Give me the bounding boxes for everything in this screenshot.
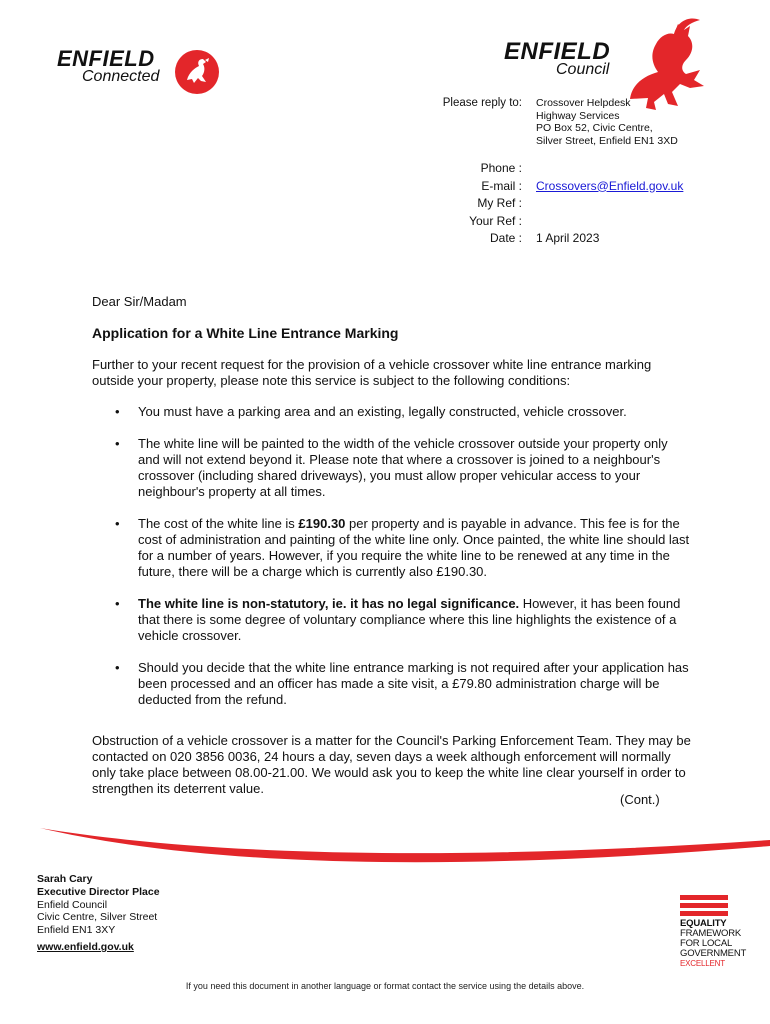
logo-connected-word: ENFIELD [57, 46, 155, 71]
your-ref-value [536, 213, 683, 231]
condition-text: per property and is payable in advance. This fee is for the cost of administration and painting of the white line only. Once painted, the white line should last for a number of years. However, if you require the white line to be renewed at any time in the future, there will be a charge which is currently also £190.30. [138, 516, 690, 579]
my-ref-label: My Ref : [477, 196, 522, 210]
reply-address [536, 97, 678, 147]
footer-note: If you need this document in another language or format contact the service using the details above. [185, 981, 585, 991]
list-item [92, 660, 692, 708]
address-line: Silver Street, Enfield EN1 3XD [536, 134, 678, 147]
address-line: Crossover Helpdesk [536, 97, 631, 109]
equality-framework-badge [680, 895, 760, 969]
equality-line: FRAMEWORK [680, 928, 742, 939]
signatory-name: Sarah Cary [37, 873, 93, 885]
letter-heading: Application for a White Line Entrance Marking [92, 325, 399, 341]
list-item [92, 596, 692, 644]
signature-line: Enfield EN1 3XY [37, 924, 116, 937]
phone-label: Phone : [480, 161, 522, 175]
reply-to-label: Please reply to: [442, 97, 522, 109]
continued-label: (Cont.) [620, 792, 660, 807]
salutation: Dear Sir/Madam [92, 294, 187, 309]
list-item [92, 436, 692, 500]
website-link[interactable]: www.enfield.gov.uk [37, 941, 134, 953]
logo-council-word: ENFIELD [504, 38, 611, 65]
address-line: Highway Services [536, 109, 620, 122]
signature-block [37, 873, 160, 937]
phone-value [536, 160, 683, 178]
my-ref-value [536, 195, 683, 213]
meta-values [536, 160, 683, 248]
list-item [92, 516, 692, 580]
signature-line: Civic Centre, Silver Street [37, 911, 158, 924]
intro-paragraph: Further to your recent request for the provision of a vehicle crossover white line entrance marking outside your property, please note this service is subject to the following conditions: [92, 357, 652, 388]
signature-line: Enfield Council [37, 898, 108, 911]
your-ref-label: Your Ref : [469, 213, 522, 228]
bullet-icon: • [115, 404, 120, 419]
equality-level: EXCELLENT [680, 959, 725, 968]
logo-connected-sub: Connected [82, 68, 160, 85]
bullet-icon: • [115, 516, 120, 531]
condition-text: Should you decide that the white line entrance marking is not required after your application has been processed and an officer has made a site visit, a £79.80 administration charge will be deducted from the refund. [138, 660, 689, 707]
address-line: PO Box 52, Civic Centre, [536, 122, 653, 134]
logo-council-sub: Council [556, 61, 610, 78]
meta-labels [400, 160, 522, 248]
condition-text: The white line will be painted to the width of the vehicle crossover outside your property only and will not extend beyond it. Please note that where a crossover is joined to a neighbour's crossover (including shared driveways), you must allow proper vehicular access to your neighbour's property at all times. [138, 436, 668, 499]
conditions-list [92, 404, 692, 708]
signatory-title: Executive Director Place [37, 885, 160, 898]
obstruction-paragraph: Obstruction of a vehicle crossover is a matter for the Council's Parking Enforcement Team. They may be contacted on 020 3856 0036, 24 hours a day, seven days a week although enforcement will normally only take place between 08.00-21.00. We would ask you to keep the white line clear yourself in order to strengthen its deterrent value. [92, 733, 691, 796]
price: £190.30 [298, 516, 346, 531]
list-item [92, 404, 692, 420]
email-label: E-mail : [481, 178, 522, 193]
red-swoosh [0, 800, 770, 880]
date-label: Date : [489, 231, 522, 245]
bullet-icon: • [115, 596, 120, 611]
bullet-icon: • [115, 660, 120, 675]
dragon-emblem-icon [175, 50, 219, 94]
email-link[interactable]: Crossovers@Enfield.gov.uk [536, 178, 684, 193]
condition-text: The cost of the white line is [138, 516, 299, 531]
equality-bars-icon [680, 895, 760, 916]
condition-text: However, it has been found that there is some degree of voluntary compliance where this line highlights the existence of a vehicle crossover. [138, 596, 681, 643]
equality-line: EQUALITY [680, 918, 727, 929]
enfield-connected-logo [57, 46, 227, 90]
condition-bold-text: The white line is non-statutory, ie. it has no legal significance. [138, 596, 520, 611]
condition-text: You must have a parking area and an existing, legally constructed, vehicle crossover. [138, 404, 627, 419]
bullet-icon: • [115, 436, 120, 451]
date-value: 1 April 2023 [536, 231, 600, 245]
equality-line: GOVERNMENT [680, 948, 747, 959]
equality-line: FOR LOCAL [680, 938, 733, 949]
